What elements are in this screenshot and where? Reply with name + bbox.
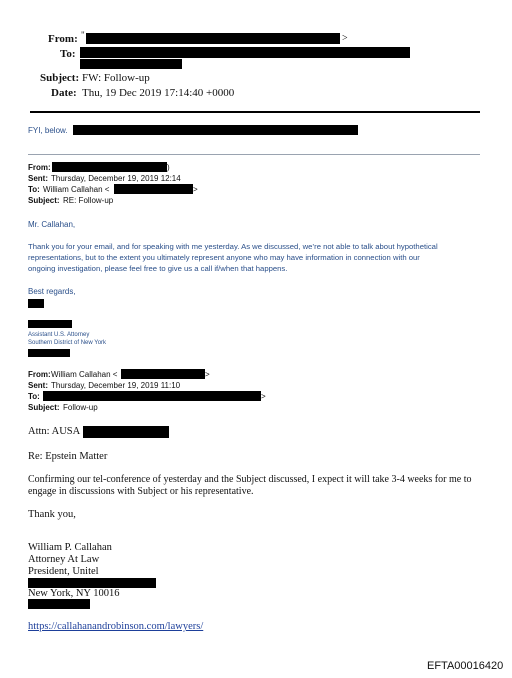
subject-value: FW: Follow-up <box>82 72 150 84</box>
reply-body-line: Thank you for your email, and for speaking with me yesterday. As we discussed, we’re not able to talk about hypothetical <box>28 242 438 251</box>
redaction-box <box>73 125 358 135</box>
redaction-box <box>83 426 169 438</box>
reply-body-line: ongoing investigation, please feel free to give us a call if/when that happens. <box>28 264 288 273</box>
reply-from-tail: ) <box>167 163 170 172</box>
re-line: Re: Epstein Matter <box>28 451 108 462</box>
redaction-box <box>121 369 205 379</box>
orig-sent-label: Sent: <box>28 381 48 390</box>
redaction-box <box>80 47 410 58</box>
sig-role: Attorney At Law <box>28 554 100 565</box>
date-value: Thu, 19 Dec 2019 17:14:40 +0000 <box>82 87 235 99</box>
orig-from-tail: > <box>205 370 210 379</box>
reply-to-value: William Callahan < <box>43 185 110 194</box>
fyi-text: FYI, below. <box>28 126 68 135</box>
website-link[interactable]: https://callahanandrobinson.com/lawyers/ <box>28 621 204 632</box>
sig-office: Southern District of New York <box>28 340 107 346</box>
sig-name: William P. Callahan <box>28 542 112 553</box>
reply-to-label: To: <box>28 185 40 194</box>
reply-closing: Best regards, <box>28 287 76 296</box>
redaction-box <box>52 162 167 172</box>
redaction-box <box>86 33 340 44</box>
redaction-box <box>43 391 261 401</box>
reply-subject-value: RE: Follow-up <box>63 196 114 205</box>
reply-body-line: representations, but to the extent you ultimately represent anyone who may have information in connection with our <box>28 253 420 262</box>
orig-body-line: Confirming our tel-conference of yesterday and the Subject discussed, I expect it will take 3-4 weeks for me to <box>28 474 472 485</box>
orig-from-value: William Callahan < <box>51 370 118 379</box>
reply-divider <box>28 154 480 155</box>
document-id: EFTA00016420 <box>427 660 504 672</box>
sig-city: New York, NY 10016 <box>28 588 120 599</box>
redaction-box <box>80 59 182 69</box>
from-tail: > <box>342 33 348 44</box>
reply-sent-value: Thursday, December 19, 2019 12:14 <box>51 174 181 183</box>
redaction-box <box>28 320 72 328</box>
orig-body-line: engage in discussions with Subject or his representative. <box>28 486 254 497</box>
orig-subject-label: Subject: <box>28 403 60 412</box>
redaction-box <box>28 599 90 609</box>
redaction-box <box>28 299 44 308</box>
orig-from-label: From: <box>28 370 51 379</box>
orig-sent-value: Thursday, December 19, 2019 11:10 <box>51 381 181 390</box>
reply-subject-label: Subject: <box>28 196 60 205</box>
reply-from-label: From: <box>28 163 51 172</box>
subject-label: Subject: <box>40 72 80 84</box>
redaction-box <box>28 578 156 588</box>
from-quote: " <box>81 30 85 40</box>
reply-to-tail: > <box>193 185 198 194</box>
header-divider <box>30 111 480 113</box>
reply-salutation: Mr. Callahan, <box>28 220 76 229</box>
date-label: Date: <box>51 87 77 99</box>
reply-sent-label: Sent: <box>28 174 48 183</box>
orig-to-label: To: <box>28 392 40 401</box>
sig-title: Assistant U.S. Attorney <box>28 332 90 338</box>
attn-line: Attn: AUSA <box>28 426 81 437</box>
from-label: From: <box>48 33 78 45</box>
thanks-line: Thank you, <box>28 509 76 520</box>
orig-subject-value: Follow-up <box>63 403 98 412</box>
redaction-box <box>114 184 193 194</box>
orig-to-tail: > <box>261 392 266 401</box>
to-label: To: <box>60 48 76 60</box>
sig-company: President, Unitel <box>28 566 99 577</box>
redaction-box <box>28 349 70 357</box>
